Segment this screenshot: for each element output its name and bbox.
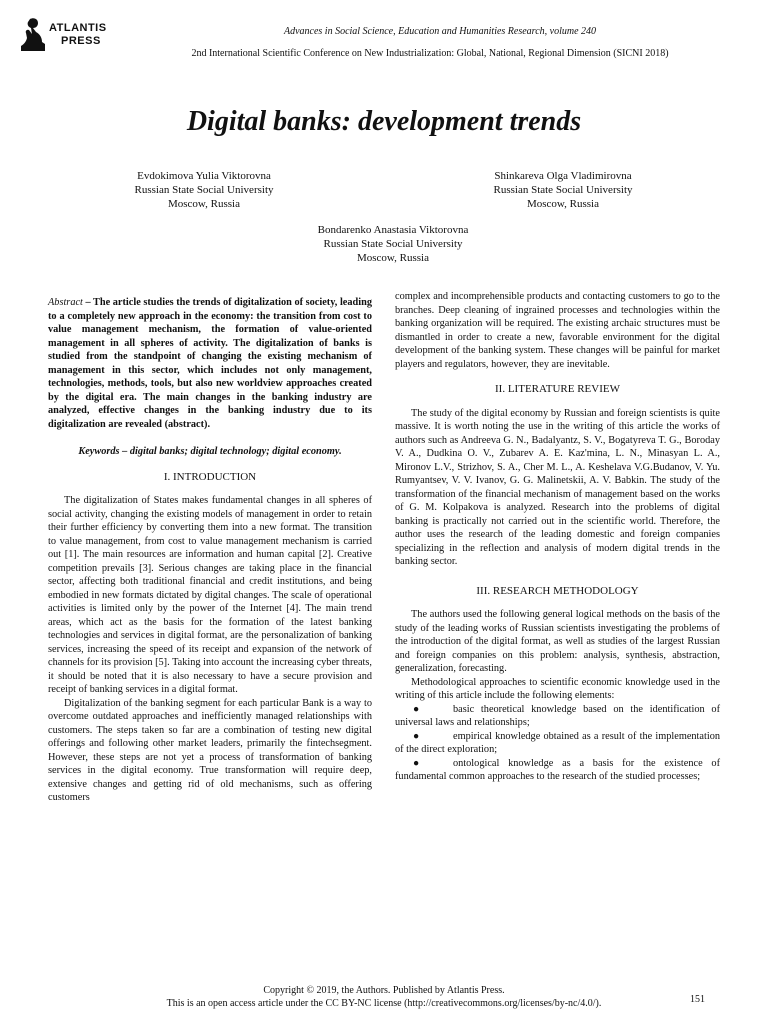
journal-title: Advances in Social Science, Education and Humanities Research, volume 240 [283,26,597,37]
paper-title: Digital banks: development trends [186,106,582,137]
author-name: Shinkareva Olga Vladimirovna [494,170,632,182]
page-footer [0,984,768,1010]
copyright-notice: Copyright © 2019, the Authors. Published by Atlantis Press. [263,985,505,996]
abstract-text: – The article studies the trends of digitalization of society, leading to a completely new approach in the economy: the transition from cost to value management mechanism, the formation of value-oriented management in all spheres of activity. The digitalization of banks is studied from the standpoint of changing the existing mechanism of management in this sector, which includes not only management, technologies, methods, tools, but also new worldview approaches created by the digital era. The main changes in the banking industry are analyzed, effective changes in the banking industry due to its digitalization are revealed (abstract). [48,297,372,430]
logo-line2: PRESS [61,35,101,47]
publisher-logo [18,16,107,54]
methodology-paragraph-2: Methodological approaches to scientific economic knowledge used in the writing of this article include the following elements: [395,676,720,701]
author-name: Evdokimova Yulia Viktorovna [137,170,271,182]
author-affiliation: Russian State Social University [493,184,633,196]
author-block-1 [74,169,334,211]
bullet-icon: ● [413,757,420,769]
author-block-2 [433,169,693,211]
section-heading-methodology: III. RESEARCH METHODOLOGY [476,584,639,597]
author-location: Moscow, Russia [526,198,599,210]
introduction-paragraph-1: The digitalization of States makes fundamental changes in all spheres of social activity, changing the existing models of management in order to retain their further efficiency by converting them into a new format. The transition to value management, from cost to value management mechanism is carried out [1]. The main resources are information and human capital [2]. Creative competition prevails [3]. Serious changes are taking place in the financial sector, affecting both traditional financial and credit institutions, and being embodied in new formats dictated by digital changes. The scale of operational activities is limited only by the power of the Internet [4]. The main trend areas, which act as the basis for the formation of the latest banking technologies and services in digital format, are the personalization of banking services, increasing the speed of its receipt and expansion of the network of channels for its provision [5]. Taking into account the increasing cyber threats, it should be noted that it is also necessary to have a secure provision and receipt of banking services in a digital format. [48,495,372,695]
abstract-label: Abstract [48,297,83,308]
license-notice: This is an open access article under the CC BY-NC license (http://creativecommons.org/licenses/by-nc/4.0/). [166,998,602,1009]
introduction-continuation: complex and incomprehensible products and contacting customers to go to the branches. Deep cleaning of ingrained processes and technologies within the banking organization will be required. The existing archaic structures must be dismantled in order to create a new, favorable environment for the digital development of the banking system. These changes will be painful for market players and regulators, however, they are inevitable. [395,291,720,370]
right-column [395,290,720,784]
methodology-paragraph-1: The authors used the following general logical methods on the basis of the study of the leading works of Russian scientists investigating the problems of the introduction of the digital format, as well as studies of the largest Russian and foreign companies on this problem: analysis, synthesis, abstraction, generalization, forecasting. [395,609,720,674]
abstract [48,296,372,431]
list-item-text: basic theoretical knowledge based on the identification of universal laws and relationships; [395,703,720,728]
section-heading-introduction: I. INTRODUCTION [163,470,257,483]
logo-line1: ATLANTIS [49,22,107,34]
author-location: Moscow, Russia [356,252,429,264]
list-item [395,703,720,730]
conference-title: 2nd International Scientific Conference on New Industrialization: Global, National, Regional Dimension (SICNI 2018) [191,48,669,59]
section-heading-literature-review: II. LITERATURE REVIEW [495,383,620,395]
author-affiliation: Russian State Social University [134,184,274,196]
thinker-icon [18,16,48,54]
keywords: Keywords – digital banks; digital technology; digital economy. [78,446,342,457]
introduction-paragraph-2: Digitalization of the banking segment for each particular Bank is a way to overcome outdated approaches and inefficiently managed relationships with customers. The steps taken so far are a combination of testing new digital offerings and following other market leaders, primarily the fintechsegment. However, these steps are not yet a process of transformation of banking services in the digital economy. True transformation will require deep, extensive changes and getting rid of old mechanisms, such as offering customers [48,697,372,803]
page-number: 151 [690,994,705,1005]
bullet-icon: ● [413,703,420,715]
list-item-text: empirical knowledge obtained as a result of the implementation of the direct exploration; [395,730,720,755]
author-location: Moscow, Russia [167,198,240,210]
list-item [395,730,720,757]
author-affiliation: Russian State Social University [323,238,463,250]
list-item-text: ontological knowledge as a basis for the existence of fundamental common approaches to the research of the studied processes; [395,757,720,782]
list-item [395,757,720,784]
left-column [48,296,372,805]
author-block-3 [263,223,523,265]
bullet-icon: ● [413,730,420,742]
author-name: Bondarenko Anastasia Viktorovna [317,224,469,236]
literature-paragraph: The study of the digital economy by Russian and foreign scientists is quite massive. It is worth noting the use in the writing of this article the works of authors such as Andreeva G. N., Badalyantz, S. V., Bogatyreva T. G., Boroday V. A., Dudkina O. V., Zubarev A. E. Kaz'mina, L. N., Minasyan L. A., Mironov L.V., Strizhov, S. A., Cher M. L., A. Keshelava V.G.Budanov, V. Yu. Rumyantsev, V. V. Ivanov, G. G. Malinetskii, A. V. Babkin. The study of the transformation of the financial mechanism of management based on the works of G. M. Kolpakova is analyzed. Research into the problems of digital banking is practically not carried out in the scientific world. Therefore, the author uses the research of the leading domestic and foreign companies specializing in the reflection and analysis of modern digital trends in the banking sector. [395,407,720,567]
